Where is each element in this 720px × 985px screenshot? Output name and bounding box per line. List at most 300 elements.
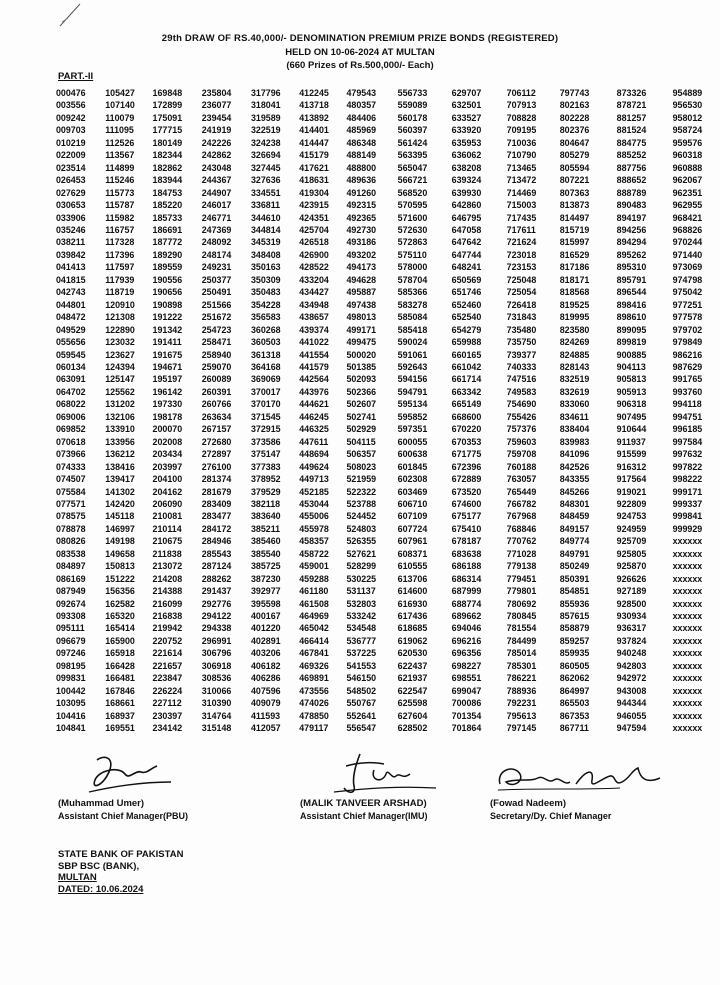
prize-number-cell: 221657 <box>152 660 183 671</box>
table-row <box>56 149 720 161</box>
prize-number-cell: 805594 <box>559 162 590 173</box>
prize-number-cell: 344814 <box>250 224 281 235</box>
prize-number-cell: 528299 <box>346 561 377 572</box>
prize-number-cell: 206090 <box>152 498 183 509</box>
prize-number-cell: 210675 <box>152 536 183 547</box>
prize-number-cell: 632501 <box>451 100 482 111</box>
prize-number-cell: 461180 <box>299 586 329 597</box>
prize-number-cell: 478850 <box>299 710 329 721</box>
prize-number-cell: 288262 <box>201 573 232 584</box>
prize-number-cell: 788936 <box>506 685 537 696</box>
prize-number-cell: 455978 <box>299 523 329 534</box>
prize-number-cell: 552641 <box>346 710 377 721</box>
prize-number-cell: 548502 <box>346 685 377 696</box>
prize-number-cell: 807221 <box>559 175 590 186</box>
prize-number-cell: 785014 <box>506 648 537 659</box>
prize-number-cell: 382118 <box>250 498 281 509</box>
prize-number-cell: 499475 <box>346 337 377 348</box>
prize-number-cell: 767968 <box>506 511 537 522</box>
table-row <box>56 598 720 610</box>
prize-number-cell: 792231 <box>506 698 537 709</box>
prize-number-cell: 570595 <box>397 200 428 211</box>
prize-number-cell: 221614 <box>152 648 183 659</box>
prize-number-cell: 997632 <box>672 449 703 460</box>
prize-number-cell: 041815 <box>56 274 86 285</box>
prize-number-cell: 819995 <box>559 312 590 323</box>
signature-fowad <box>490 760 670 800</box>
prize-number-cell: 177715 <box>152 125 183 136</box>
prize-number-cell: 578704 <box>397 274 428 285</box>
prize-number-cell: 151222 <box>105 573 135 584</box>
prize-number-cell: 097246 <box>56 648 86 659</box>
prize-number-cell: 327445 <box>250 162 281 173</box>
prize-number-cell: 281679 <box>201 486 232 497</box>
prize-number-cell: 537225 <box>346 648 377 659</box>
prize-number-cell: 707913 <box>506 100 537 111</box>
prize-number-cell: 747516 <box>506 374 537 385</box>
prize-number-cell: 239454 <box>201 112 232 123</box>
table-row <box>56 174 720 186</box>
prize-number-cell: 069006 <box>56 411 86 422</box>
prize-number-cell: 230397 <box>152 710 183 721</box>
prize-number-cell: 246771 <box>201 212 232 223</box>
prize-number-cell: 141302 <box>105 486 135 497</box>
prize-number-cell: 994751 <box>672 411 703 422</box>
prize-number-cell: 659988 <box>451 337 482 348</box>
prize-number-cell: 350163 <box>250 262 281 273</box>
pen-mark <box>56 0 86 30</box>
bank-address-block <box>58 849 183 895</box>
prize-number-cell: 629707 <box>451 88 482 98</box>
prize-number-cell: 364168 <box>250 361 281 372</box>
prize-number-cell: 099831 <box>56 673 86 684</box>
prize-number-cell: 485969 <box>346 125 377 136</box>
prize-number-cell: 546150 <box>346 673 377 684</box>
prize-number-cell: 260766 <box>201 399 232 410</box>
prize-number-cell: 816529 <box>559 249 590 260</box>
prize-number-cell: 905813 <box>616 374 647 385</box>
prize-number-cell: 898416 <box>616 299 647 310</box>
prize-number-cell: 864997 <box>559 685 590 696</box>
prize-number-cell: 977251 <box>672 299 703 310</box>
prize-number-cell: 145118 <box>105 511 135 522</box>
prize-number-cell: 572630 <box>397 224 428 235</box>
prize-number-cell: 802163 <box>559 100 590 111</box>
prize-number-cell: 925870 <box>616 561 647 572</box>
prize-number-cell: 216099 <box>152 598 183 609</box>
prize-number-cell: 403206 <box>250 648 281 659</box>
prize-number-cell: 115773 <box>105 187 135 198</box>
prize-number-cell: 210081 <box>152 511 183 522</box>
prize-number-cell: 117939 <box>105 274 135 285</box>
prize-number-cell: 651746 <box>451 287 482 298</box>
prize-number-cell: 622547 <box>397 685 428 696</box>
prize-number-cell: 413718 <box>299 100 329 111</box>
prize-number-cell: 139417 <box>105 474 135 485</box>
prize-number-cell: 688774 <box>451 598 482 609</box>
prize-number-cell: 185733 <box>152 212 183 223</box>
prize-number-cell: 600638 <box>397 449 428 460</box>
prize-number-cell: 899819 <box>616 337 647 348</box>
prize-number-cell: 423915 <box>299 200 329 211</box>
prize-number-cell: xxxxxx <box>672 648 703 659</box>
prize-number-cell: 361318 <box>250 349 281 360</box>
prize-number-cell: 443976 <box>299 386 329 397</box>
prize-number-cell: 717435 <box>506 212 537 223</box>
prize-number-cell: 881524 <box>616 125 647 136</box>
prize-number-cell: 671775 <box>451 449 482 460</box>
part-label: PART.-II <box>58 71 94 82</box>
prize-number-cell: 881257 <box>616 112 647 123</box>
prize-number-cell: 219942 <box>152 623 183 634</box>
prize-number-cell: 146997 <box>105 523 135 534</box>
table-row <box>56 510 720 522</box>
prize-number-cell: 167846 <box>105 685 135 696</box>
prize-number-cell: 095111 <box>56 623 85 634</box>
prize-number-cell: 175091 <box>152 112 183 123</box>
prize-number-cell: 194671 <box>152 361 183 372</box>
prize-number-cell: 334551 <box>250 187 281 198</box>
prize-number-cell: 930934 <box>616 611 647 622</box>
prize-number-cell: 235804 <box>201 88 232 98</box>
prize-number-cell: 291437 <box>201 586 232 597</box>
prize-number-cell: 999337 <box>672 498 703 509</box>
prize-number-cell: 784499 <box>506 635 537 646</box>
table-row <box>56 523 720 535</box>
prize-number-cell: 839983 <box>559 436 590 447</box>
table-row <box>56 224 720 236</box>
prize-number-cell: 974798 <box>672 274 703 285</box>
prize-number-cell: 771028 <box>506 548 537 559</box>
prize-number-cell: 673520 <box>451 486 482 497</box>
table-row <box>56 535 720 547</box>
prize-number-cell: 197330 <box>152 399 183 410</box>
prize-number-cell: 895262 <box>616 249 647 260</box>
prize-number-cell: 459001 <box>299 561 329 572</box>
prize-number-cell: 113567 <box>105 150 135 161</box>
prize-number-cell: 991765 <box>672 374 703 385</box>
prize-number-cell: 958724 <box>672 125 703 136</box>
prize-number-cell: 248174 <box>201 249 232 260</box>
prize-number-cell: 708828 <box>506 112 537 123</box>
prize-number-cell: 501385 <box>346 361 377 372</box>
prize-number-cell: 068022 <box>56 399 86 410</box>
prize-number-cell: 859257 <box>559 635 590 646</box>
prize-number-cell: 979702 <box>672 324 703 335</box>
prize-number-cell: 802228 <box>559 112 590 123</box>
table-row <box>56 622 720 634</box>
prize-number-cell: 968826 <box>672 224 703 235</box>
prize-number-cell: 999929 <box>672 523 703 534</box>
prize-number-cell: 591061 <box>397 349 428 360</box>
prize-number-cell: 895310 <box>616 262 647 273</box>
prize-number-cell: 131202 <box>105 399 135 410</box>
prize-number-cell: 491260 <box>346 187 377 198</box>
prize-number-cell: 924959 <box>616 523 647 534</box>
prize-number-cell: 701354 <box>451 710 482 721</box>
prize-number-cell: 683638 <box>451 548 482 559</box>
prize-number-cell: 120910 <box>105 299 135 310</box>
prize-number-cell: 190656 <box>152 287 183 298</box>
prize-number-cell: 606710 <box>397 498 428 509</box>
prize-number-cell: 211838 <box>152 548 182 559</box>
prize-number-cell: 804647 <box>559 137 590 148</box>
prize-number-cell: 459288 <box>299 573 329 584</box>
table-row <box>56 573 720 585</box>
prize-number-cell: 116757 <box>105 224 135 235</box>
prize-number-cell: 406182 <box>250 660 281 671</box>
prize-number-cell: 003556 <box>56 100 86 111</box>
prize-number-cell: 817186 <box>559 262 590 273</box>
table-row <box>56 199 720 211</box>
prize-number-cell: 189290 <box>152 249 183 260</box>
prize-number-cell: 759603 <box>506 436 537 447</box>
prize-number-cell: 258940 <box>201 349 232 360</box>
prize-number-cell: 369069 <box>250 374 281 385</box>
prize-number-cell: 614600 <box>397 586 428 597</box>
prize-number-cell: 797743 <box>559 88 590 98</box>
prize-number-cell: 469326 <box>299 660 329 671</box>
prize-number-cell: 254723 <box>201 324 232 335</box>
prize-number-cell: 828143 <box>559 361 590 372</box>
prize-number-cell: 448694 <box>299 449 329 460</box>
dated-line: DATED: 10.06.2024 <box>58 883 144 895</box>
prize-number-cell: xxxxxx <box>672 660 703 671</box>
prize-number-cell: 441554 <box>299 349 329 360</box>
prize-number-cell: 414447 <box>299 137 329 148</box>
bank-branch: SBP BSC (BANK), <box>58 860 140 872</box>
prize-number-cell: 133910 <box>105 424 135 435</box>
prize-number-cell: xxxxxx <box>672 698 703 709</box>
prize-number-cell: 314764 <box>201 710 232 721</box>
prize-number-cell: 479543 <box>346 88 377 98</box>
prize-number-cell: 136212 <box>105 449 135 460</box>
prize-number-cell: xxxxxx <box>672 548 703 559</box>
prize-number-cell: 413892 <box>299 112 329 123</box>
prize-number-cell: 250491 <box>201 287 232 298</box>
table-row <box>56 99 720 111</box>
prize-number-cell: 749583 <box>506 386 537 397</box>
prize-number-cell: 418631 <box>299 175 329 186</box>
prize-number-cell: 996185 <box>672 424 703 435</box>
prize-number-cell: 701864 <box>451 723 482 734</box>
prize-number-cell: 583278 <box>397 299 428 310</box>
prize-number-cell: 508023 <box>346 461 377 472</box>
prize-number-cell: 306796 <box>201 648 232 659</box>
prize-number-cell: 495887 <box>346 287 377 298</box>
prize-number-cell: 694046 <box>451 623 482 634</box>
signatory-name: (Muhammad Umer) <box>58 798 145 809</box>
prize-number-cell: xxxxxx <box>672 536 703 547</box>
prize-number-cell: 379529 <box>250 486 281 497</box>
prize-number-cell: 220752 <box>152 635 183 646</box>
prize-number-cell: 142420 <box>105 498 135 509</box>
prize-number-cell: 607961 <box>397 536 428 547</box>
prize-number-cell: 049529 <box>56 324 86 335</box>
prize-number-cell: 815997 <box>559 237 590 248</box>
prize-number-cell: 617436 <box>397 611 428 622</box>
prize-number-cell: 378952 <box>250 474 281 485</box>
prize-number-cell: 848459 <box>559 511 590 522</box>
prize-number-cell: 620530 <box>397 648 428 659</box>
prize-number-cell: 259070 <box>201 361 232 372</box>
prize-number-cell: 010219 <box>56 137 86 148</box>
prize-number-cell: 560178 <box>397 112 428 123</box>
prize-number-cell: 492365 <box>346 212 377 223</box>
prize-number-cell: 075584 <box>56 486 86 497</box>
prize-number-cell: 638208 <box>451 162 482 173</box>
prize-number-cell: 894294 <box>616 237 647 248</box>
prize-number-cell: 360268 <box>250 324 281 335</box>
prize-number-cell: 434948 <box>299 299 329 310</box>
prize-number-cell: 740333 <box>506 361 537 372</box>
prize-number-cell: 168661 <box>105 698 135 709</box>
prize-number-cell: 467841 <box>299 648 329 659</box>
table-row <box>56 486 720 498</box>
prize-number-cell: 805279 <box>559 150 590 161</box>
prize-number-cell: 648241 <box>451 262 482 273</box>
prize-number-cell: 044801 <box>56 299 86 310</box>
prize-number-cell: 689662 <box>451 611 482 622</box>
prize-number-cell: 260089 <box>201 374 232 385</box>
prize-number-cell: 027629 <box>56 187 86 198</box>
prize-number-cell: 372915 <box>250 424 281 435</box>
prize-number-cell: 464969 <box>299 611 329 622</box>
prize-number-cell: 647642 <box>451 237 482 248</box>
prize-number-cell: 887756 <box>616 162 647 173</box>
table-row <box>56 647 720 659</box>
prize-number-cell: 994118 <box>672 399 702 410</box>
prize-number-cell: 190898 <box>152 299 183 310</box>
prize-number-cell: 149658 <box>105 548 135 559</box>
prize-number-cell: 755426 <box>506 411 537 422</box>
table-row <box>56 286 720 298</box>
prize-number-cell: 613706 <box>397 573 428 584</box>
prize-number-cell: 287124 <box>201 561 232 572</box>
prize-number-cell: 559089 <box>397 100 428 111</box>
prize-number-cell: 033906 <box>56 212 86 223</box>
prize-number-cell: 925805 <box>616 548 647 559</box>
prize-number-cell: 960888 <box>672 162 703 173</box>
prize-number-cell: 132106 <box>105 411 135 422</box>
prize-number-cell: xxxxxx <box>672 673 703 684</box>
prize-number-cell: 686314 <box>451 573 482 584</box>
prize-number-cell: 191675 <box>152 349 183 360</box>
prize-number-cell: 402891 <box>250 635 281 646</box>
prize-number-cell: 104841 <box>56 723 86 734</box>
prize-number-cell: 488149 <box>346 150 377 161</box>
prize-number-cell: 601845 <box>397 461 428 472</box>
prize-number-cell: 118719 <box>105 287 135 298</box>
prize-number-cell: 900885 <box>616 349 647 360</box>
prize-number-cell: 187772 <box>152 237 183 248</box>
table-row <box>56 261 720 273</box>
prize-number-cell: 284946 <box>201 536 232 547</box>
prize-number-cell: 639930 <box>451 187 482 198</box>
prize-number-cell: 838404 <box>559 424 590 435</box>
signatory-name: (Fowad Nadeem) <box>490 798 567 809</box>
signatory-role: Assistant Chief Manager(PBU) <box>58 811 189 821</box>
prize-number-cell: 521959 <box>346 474 377 485</box>
prize-number-cell: 124394 <box>105 361 135 372</box>
prize-number-cell: 968421 <box>672 212 703 223</box>
prize-number-cell: 884775 <box>616 137 647 148</box>
prize-number-cell: 322519 <box>250 125 281 136</box>
prize-number-cell: 191411 <box>152 337 182 348</box>
table-row <box>56 324 720 336</box>
prize-number-cell: 531137 <box>346 586 376 597</box>
prize-number-cell: 971440 <box>672 249 703 260</box>
prize-number-cell: 954889 <box>672 88 703 98</box>
prize-number-cell: 524452 <box>346 511 377 522</box>
prize-number-cell: 191222 <box>152 312 183 323</box>
prize-number-cell: 441579 <box>299 361 329 372</box>
prize-number-cell: 371545 <box>250 411 281 422</box>
prize-number-cell: 926626 <box>616 573 647 584</box>
prize-number-cell: 502366 <box>346 386 377 397</box>
prize-number-cell: 585084 <box>397 312 428 323</box>
prize-number-cell: 534548 <box>346 623 377 634</box>
prize-number-cell: 114899 <box>105 162 135 173</box>
prize-number-cell: 392977 <box>250 586 281 597</box>
prize-number-cell: 419304 <box>299 187 329 198</box>
prize-number-cell: 400167 <box>250 611 281 622</box>
prize-number-cell: 572863 <box>397 237 428 248</box>
prize-number-cell: 568520 <box>397 187 428 198</box>
prize-number-cell: 815719 <box>559 224 590 235</box>
prize-number-cell: 556733 <box>397 88 428 98</box>
prize-number-cell: 115246 <box>105 175 135 186</box>
prize-number-cell: 183944 <box>152 175 183 186</box>
prize-number-cell: 779138 <box>506 561 537 572</box>
prize-number-cell: 452185 <box>299 486 329 497</box>
table-row <box>56 311 720 323</box>
prize-number-cell: 039842 <box>56 249 86 260</box>
prize-number-cell: 098195 <box>56 660 86 671</box>
prize-number-cell: 878721 <box>616 100 647 111</box>
prize-number-cell: 536777 <box>346 635 377 646</box>
prize-number-cell: 327636 <box>250 175 281 186</box>
prize-number-cell: 663342 <box>451 386 482 397</box>
prize-number-cell: 714469 <box>506 187 537 198</box>
table-row <box>56 560 720 572</box>
prize-number-cell: 928500 <box>616 598 647 609</box>
prize-number-cell: 904113 <box>616 361 646 372</box>
prize-number-cell: 895791 <box>616 274 647 285</box>
prize-number-cell: 426518 <box>299 237 329 248</box>
prize-number-cell: 169551 <box>105 723 135 734</box>
prize-number-cell: 064702 <box>56 386 86 397</box>
prize-number-cell: 911937 <box>616 436 646 447</box>
prize-number-cell: 675410 <box>451 523 482 534</box>
prize-number-cell: 917564 <box>616 474 647 485</box>
table-row <box>56 635 720 647</box>
prize-number-cell: 310066 <box>201 685 232 696</box>
prize-number-cell: 819525 <box>559 299 590 310</box>
prize-number-cell: 260391 <box>201 386 232 397</box>
prize-number-cell: 009703 <box>56 125 86 136</box>
signatory-role: Assistant Chief Manager(IMU) <box>300 811 428 821</box>
prize-number-cell: 717611 <box>506 224 536 235</box>
prize-info: (660 Prizes of Rs.500,000/- Each) <box>286 60 434 71</box>
table-row <box>56 124 720 136</box>
prize-number-cell: 117597 <box>105 262 135 273</box>
prize-number-cell: 344610 <box>250 212 281 223</box>
prize-number-cell: 899095 <box>616 324 647 335</box>
prize-number-cell: 922809 <box>616 498 647 509</box>
prize-number-cell: 086169 <box>56 573 86 584</box>
table-row <box>56 610 720 622</box>
